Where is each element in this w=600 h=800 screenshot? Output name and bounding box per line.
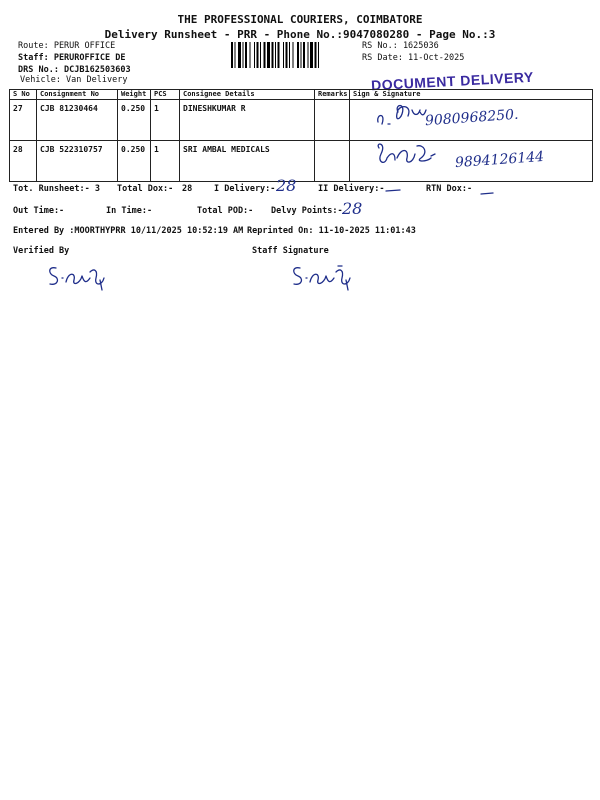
- cell-weight: 0.250: [118, 100, 151, 141]
- rs-date: RS Date: 11-Oct-2025: [362, 53, 465, 63]
- cell-pcs: 1: [151, 100, 180, 141]
- header-signature: Sign & Signature: [350, 90, 593, 100]
- staff-signature-label: Staff Signature: [252, 246, 329, 256]
- entered-by: Entered By :MOORTHYPRR 10/11/2025 10:52:19 AM: [13, 226, 244, 236]
- document-delivery-stamp: DOCUMENT DELIVERY: [370, 68, 535, 94]
- tot-runsheet: Tot. Runsheet:- 3: [13, 184, 100, 194]
- signature-row-28: [373, 140, 453, 176]
- verified-by-signature: [44, 262, 110, 294]
- table-header-row: [10, 90, 593, 100]
- total-dox-value: 28: [182, 184, 193, 194]
- i-delivery-handwriting: 28: [276, 176, 297, 195]
- header-weight: Weight: [118, 90, 151, 100]
- cell-weight: 0.250: [118, 141, 151, 182]
- total-pod-label: Total POD:-: [197, 206, 254, 216]
- rs-number: RS No.: 1625036: [362, 41, 439, 51]
- verified-by-label: Verified By: [13, 246, 70, 256]
- header-consignee: Consignee Details: [180, 90, 315, 100]
- delvy-points-handwriting: 28: [342, 199, 363, 218]
- company-name: THE PROFESSIONAL COURIERS, COIMBATORE: [177, 13, 423, 26]
- signature-row-27: [372, 100, 432, 136]
- header-sno: S No: [10, 90, 37, 100]
- total-dox-label: Total Dox:-: [117, 184, 174, 194]
- barcode-image: [231, 42, 355, 68]
- in-time-label: In Time:-: [106, 206, 153, 216]
- cell-consignee: SRI AMBAL MEDICALS: [180, 141, 315, 182]
- delvy-points-label: Delvy Points:-: [271, 206, 343, 216]
- ii-delivery-dash: [384, 188, 404, 194]
- phone-handwriting-row-27: 9080968250.: [424, 106, 519, 130]
- cell-remarks: [315, 100, 350, 141]
- out-time-label: Out Time:-: [13, 206, 65, 216]
- rtn-dox-label: RTN Dox:-: [426, 184, 473, 194]
- vehicle-label: Vehicle: Van Delivery: [20, 75, 128, 85]
- staff-label: Staff: PERUROFFICE DE: [18, 53, 126, 63]
- runsheet-title: Delivery Runsheet - PRR - Phone No.:9047080280 - Page No.:3: [104, 28, 496, 41]
- rtn-dox-dash: [479, 191, 497, 197]
- cell-consignment: CJB 81230464: [37, 100, 118, 141]
- ii-delivery-label: II Delivery:-: [318, 184, 385, 194]
- reprinted-on: Reprinted On: 11-10-2025 11:01:43: [247, 226, 416, 236]
- cell-remarks: [315, 141, 350, 182]
- cell-sno: 27: [10, 100, 37, 141]
- header-remarks: Remarks: [315, 90, 350, 100]
- drs-number: DRS No.: DCJB162503603: [18, 65, 131, 75]
- cell-pcs: 1: [151, 141, 180, 182]
- cell-sno: 28: [10, 141, 37, 182]
- phone-handwriting-row-28: 9894126144: [454, 148, 545, 172]
- delivery-table: [9, 89, 593, 182]
- cell-consignee: DINESHKUMAR R: [180, 100, 315, 141]
- cell-consignment: CJB 522310757: [37, 141, 118, 182]
- header-consignment: Consignment No: [37, 90, 118, 100]
- staff-signature-image: [290, 262, 356, 294]
- header-pcs: PCS: [151, 90, 180, 100]
- route-label: Route: PERUR OFFICE: [18, 41, 116, 51]
- i-delivery-label: I Delivery:-: [214, 184, 276, 194]
